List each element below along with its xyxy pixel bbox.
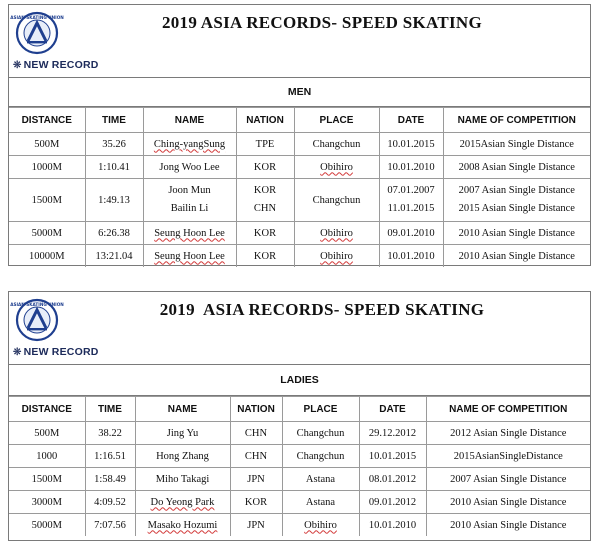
athlete-name: Seung Hoon Lee bbox=[154, 250, 225, 262]
competition-cell: 2007 Asian Single Distance bbox=[426, 468, 590, 491]
time-cell: 1:16.51 bbox=[85, 445, 135, 468]
time-cell: 1:49.13 bbox=[85, 179, 143, 222]
table-row bbox=[9, 222, 590, 245]
name-cell bbox=[143, 133, 236, 156]
name-cell: Hong Zhang bbox=[135, 445, 230, 468]
nation-code: CHN bbox=[253, 203, 277, 214]
name-cell: Jing Yu bbox=[135, 422, 230, 445]
date-cell: 29.12.2012 bbox=[359, 422, 426, 445]
column-header: DISTANCE bbox=[9, 108, 85, 133]
table-header-row bbox=[9, 397, 590, 422]
record-date: 11.01.2015 bbox=[387, 203, 435, 214]
name-cell bbox=[135, 514, 230, 537]
column-header: DATE bbox=[379, 108, 443, 133]
competition-cell: 2015Asian Single Distance bbox=[443, 133, 590, 156]
time-cell: 38.22 bbox=[85, 422, 135, 445]
competition-cell: 2010 Asian Single Distance bbox=[426, 514, 590, 537]
svg-text:ASIAN SKATING UNION: ASIAN SKATING UNION bbox=[10, 15, 64, 20]
athlete-name: Do Yeong Park bbox=[150, 496, 215, 508]
competition-cell: 2010 Asian Single Distance bbox=[443, 245, 590, 268]
men-records-table bbox=[9, 107, 590, 267]
athlete-name: Joon Mun bbox=[168, 185, 211, 196]
athlete-name: Masako Hozumi bbox=[147, 519, 218, 531]
date-cell: 10.01.2010 bbox=[359, 514, 426, 537]
date-cell: 10.01.2010 bbox=[379, 156, 443, 179]
name-cell bbox=[135, 491, 230, 514]
table-row bbox=[9, 245, 590, 268]
date-cell: 09.01.2012 bbox=[359, 491, 426, 514]
place-name: Obihiro bbox=[320, 250, 353, 262]
column-header: NAME OF COMPETITION bbox=[426, 397, 590, 422]
place-name: Obihiro bbox=[320, 227, 353, 239]
distance-cell: 5000M bbox=[9, 514, 85, 537]
column-header: NATION bbox=[236, 108, 294, 133]
competition-cell: 2010 Asian Single Distance bbox=[443, 222, 590, 245]
column-header: NAME bbox=[135, 397, 230, 422]
nation-cell: KOR bbox=[236, 222, 294, 245]
page-title: 2019 ASIA RECORDS- SPEED SKATING bbox=[159, 300, 485, 319]
distance-cell: 1500M bbox=[9, 179, 85, 222]
ladies-panel-header bbox=[9, 292, 590, 365]
table-row bbox=[9, 422, 590, 445]
date-cell: 10.01.2015 bbox=[359, 445, 426, 468]
distance-cell: 500M bbox=[9, 133, 85, 156]
table-row bbox=[9, 468, 590, 491]
name-cell bbox=[143, 179, 236, 222]
nation-cell: KOR bbox=[230, 491, 282, 514]
column-header: PLACE bbox=[282, 397, 359, 422]
nation-cell: CHN bbox=[230, 445, 282, 468]
snowflake-icon: ❊ bbox=[13, 60, 22, 71]
place-cell: Astana bbox=[282, 468, 359, 491]
time-cell: 6:26.38 bbox=[85, 222, 143, 245]
place-cell: Changchun bbox=[282, 445, 359, 468]
date-cell: 10.01.2010 bbox=[379, 245, 443, 268]
ladies-records-panel bbox=[8, 291, 591, 541]
nation-code: KOR bbox=[253, 185, 277, 196]
competition-cell: 2012 Asian Single Distance bbox=[426, 422, 590, 445]
name-cell bbox=[143, 245, 236, 268]
skating-union-logo bbox=[10, 11, 64, 55]
date-cell: 08.01.2012 bbox=[359, 468, 426, 491]
nation-cell: TPE bbox=[236, 133, 294, 156]
nation-cell: JPN bbox=[230, 514, 282, 537]
place-name: Obihiro bbox=[320, 161, 353, 173]
distance-cell: 1000 bbox=[9, 445, 85, 468]
table-row bbox=[9, 179, 590, 222]
section-title-ladies: LADIES bbox=[9, 365, 590, 396]
table-row bbox=[9, 445, 590, 468]
column-header: NAME OF COMPETITION bbox=[443, 108, 590, 133]
record-date: 07.01.2007 bbox=[387, 185, 435, 196]
new-record-label: NEW RECORD bbox=[23, 59, 99, 71]
place-cell bbox=[282, 514, 359, 537]
column-header: DATE bbox=[359, 397, 426, 422]
competition-cell: 2015AsianSingleDistance bbox=[426, 445, 590, 468]
section-title-men: MEN bbox=[9, 78, 590, 107]
distance-cell: 10000M bbox=[9, 245, 85, 268]
distance-cell: 1500M bbox=[9, 468, 85, 491]
time-cell: 35.26 bbox=[85, 133, 143, 156]
place-cell: Astana bbox=[282, 491, 359, 514]
athlete-name: Ching-yangSung bbox=[153, 138, 226, 150]
name-cell: Jong Woo Lee bbox=[143, 156, 236, 179]
nation-cell bbox=[236, 179, 294, 222]
men-panel-header bbox=[9, 5, 590, 78]
table-row bbox=[9, 491, 590, 514]
time-cell: 13:21.04 bbox=[85, 245, 143, 268]
table-header-row bbox=[9, 108, 590, 133]
time-cell: 7:07.56 bbox=[85, 514, 135, 537]
column-header: NAME bbox=[143, 108, 236, 133]
time-cell: 1:10.41 bbox=[85, 156, 143, 179]
table-row bbox=[9, 156, 590, 179]
time-cell: 1:58.49 bbox=[85, 468, 135, 491]
distance-cell: 3000M bbox=[9, 491, 85, 514]
column-header: DISTANCE bbox=[9, 397, 85, 422]
competition-cell bbox=[443, 179, 590, 222]
nation-cell: KOR bbox=[236, 245, 294, 268]
table-row bbox=[9, 133, 590, 156]
competition-name: 2007 Asian Single Distance bbox=[458, 185, 575, 196]
date-cell: 10.01.2015 bbox=[379, 133, 443, 156]
skating-union-logo bbox=[10, 298, 64, 342]
new-record-legend bbox=[13, 59, 99, 71]
nation-cell: KOR bbox=[236, 156, 294, 179]
place-cell: Changchun bbox=[282, 422, 359, 445]
snowflake-icon: ❊ bbox=[13, 347, 22, 358]
competition-cell: 2008 Asian Single Distance bbox=[443, 156, 590, 179]
nation-cell: JPN bbox=[230, 468, 282, 491]
competition-name: 2015 Asian Single Distance bbox=[458, 203, 575, 214]
competition-cell: 2010 Asian Single Distance bbox=[426, 491, 590, 514]
athlete-name: Seung Hoon Lee bbox=[154, 227, 225, 239]
new-record-label: NEW RECORD bbox=[23, 346, 99, 358]
nation-cell: CHN bbox=[230, 422, 282, 445]
place-cell bbox=[294, 156, 379, 179]
svg-text:ASIAN SKATING UNION: ASIAN SKATING UNION bbox=[10, 302, 64, 307]
athlete-name: Bailin Li bbox=[170, 203, 209, 214]
name-cell: Miho Takagi bbox=[135, 468, 230, 491]
column-header: NATION bbox=[230, 397, 282, 422]
column-header: PLACE bbox=[294, 108, 379, 133]
table-row bbox=[9, 514, 590, 537]
page-title: 2019 ASIA RECORDS- SPEED SKATING bbox=[161, 13, 483, 32]
name-cell bbox=[143, 222, 236, 245]
distance-cell: 500M bbox=[9, 422, 85, 445]
place-cell bbox=[294, 245, 379, 268]
date-cell bbox=[379, 179, 443, 222]
place-cell bbox=[294, 222, 379, 245]
place-cell: Changchun bbox=[294, 133, 379, 156]
new-record-legend bbox=[13, 346, 99, 358]
ladies-records-table bbox=[9, 396, 590, 536]
column-header: TIME bbox=[85, 397, 135, 422]
men-records-panel bbox=[8, 4, 591, 266]
date-cell: 09.01.2010 bbox=[379, 222, 443, 245]
distance-cell: 1000M bbox=[9, 156, 85, 179]
distance-cell: 5000M bbox=[9, 222, 85, 245]
place-name: Obihiro bbox=[304, 519, 337, 531]
column-header: TIME bbox=[85, 108, 143, 133]
place-cell: Changchun bbox=[294, 179, 379, 222]
time-cell: 4:09.52 bbox=[85, 491, 135, 514]
